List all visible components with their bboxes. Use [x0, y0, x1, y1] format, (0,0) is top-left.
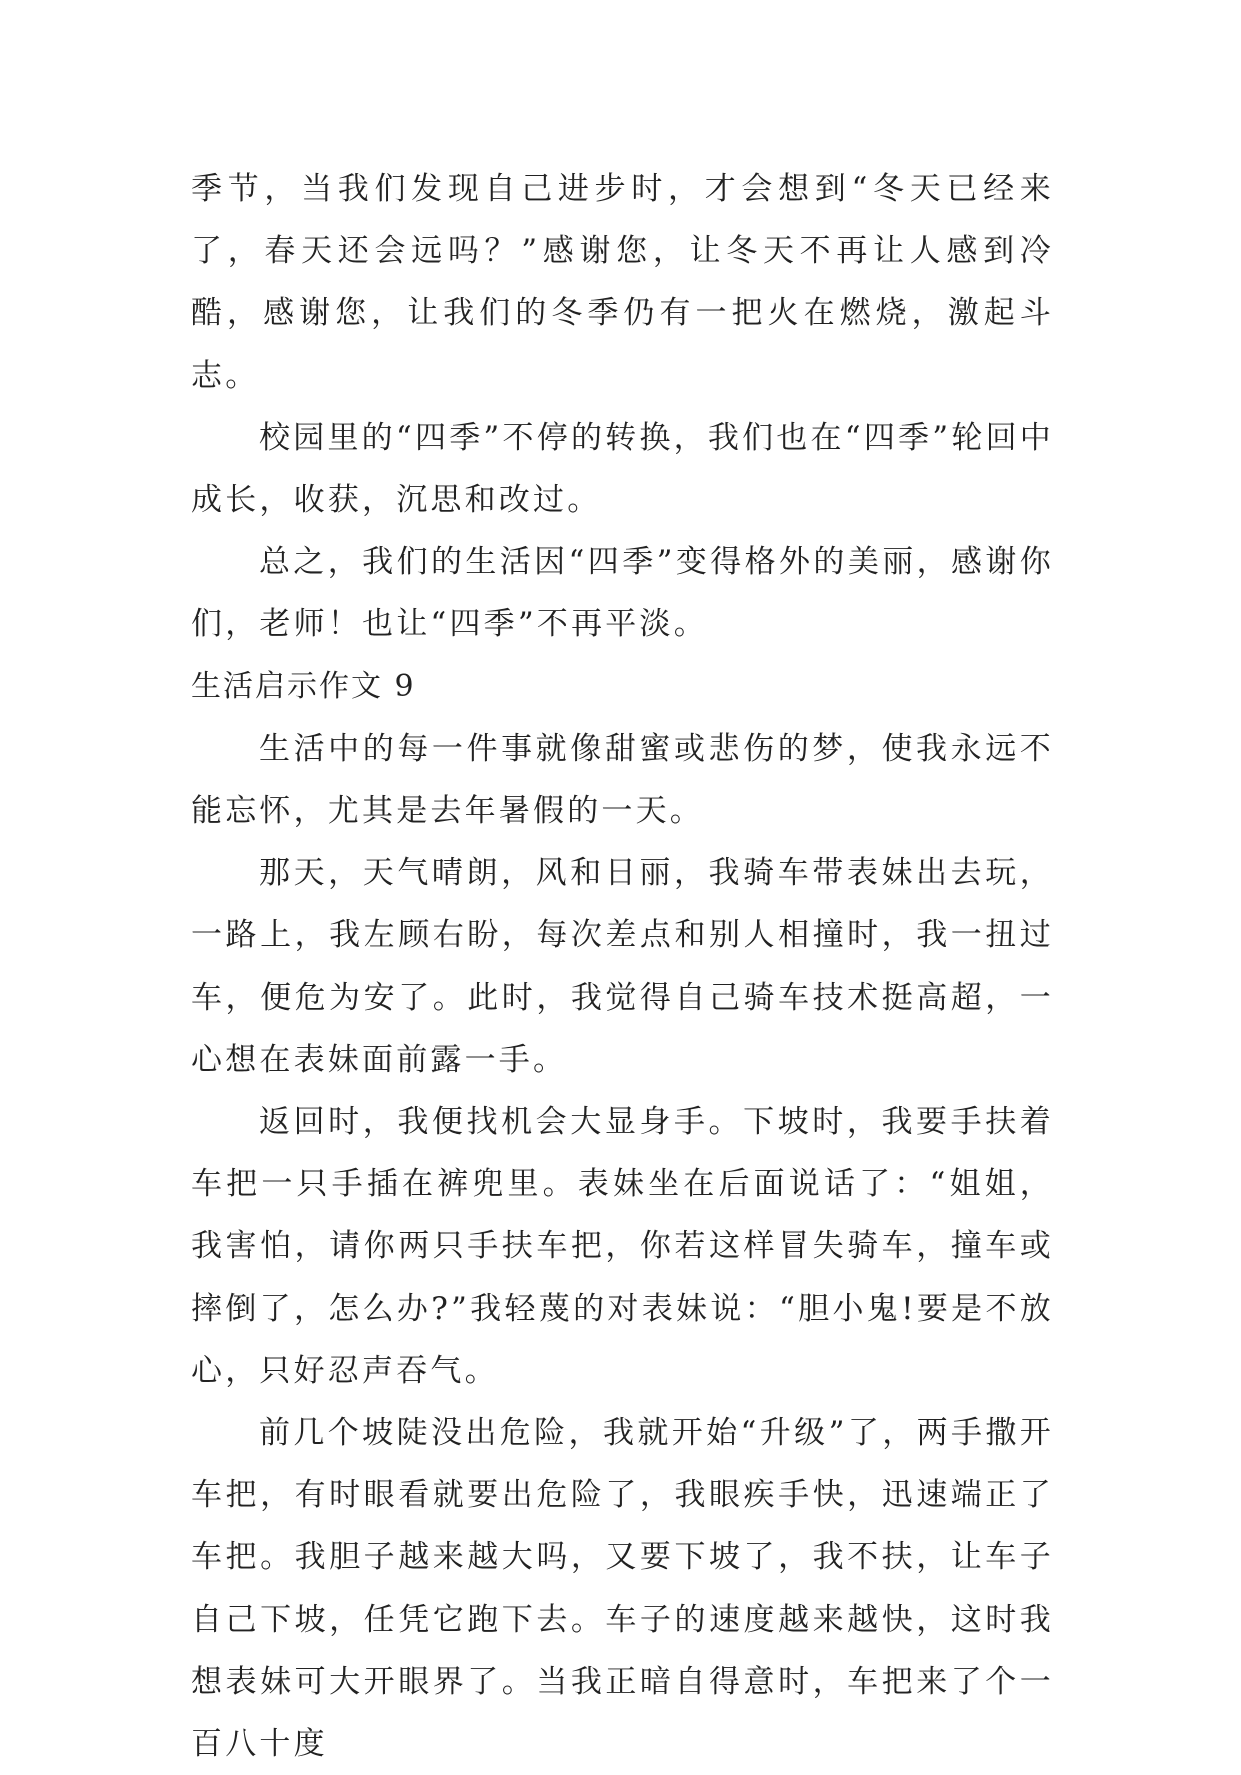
paragraph: 总之，我们的生活因“四季”变得格外的美丽，感谢你们，老师！也让“四季”不再平淡。: [191, 544, 1054, 643]
paragraph: 前几个坡陡没出危险，我就开始“升级”了，两手撒开车把，有时眼看就要出危险了，我眼疾手快，迅速端正了车把。我胆子越来越大吗，又要下坡了，我不扶，让车子自己下坡，任凭它跑下去。车子的速度越来越快，这时我想表妹可大开眼界了。当我正暗自得意时，车把来了个一百八十度: [191, 1415, 1054, 1763]
paragraph: 那天，天气晴朗，风和日丽，我骑车带表妹出去玩，一路上，我左顾右盼，每次差点和别人相撞时，我一扭过车，便危为安了。此时，我觉得自己骑车技术挺高超，一心想在表妹面前露一手。: [191, 855, 1054, 1078]
paragraph: 季节，当我们发现自己进步时，才会想到“冬天已经来了，春天还会远吗？”感谢您，让冬天不再让人感到冷酷，感谢您，让我们的冬季仍有一把火在燃烧，激起斗志。: [191, 171, 1054, 394]
paragraph: 校园里的“四季”不停的转换，我们也在“四季”轮回中成长，收获，沉思和改过。: [191, 419, 1054, 519]
paragraph: 返回时，我便找机会大显身手。下坡时，我要手扶着车把一只手插在裤兜里。表妹坐在后面说话了：“姐姐，我害怕，请你两只手扶车把，你若这样冒失骑车，撞车或摔倒了，怎么办?”我轻蔑的对表妹说：“胆小鬼!要是不放心，只好忍声吞气。: [191, 1104, 1054, 1389]
document-body: [191, 158, 1054, 1775]
section-title: 生活启示作文 9: [191, 668, 416, 704]
paragraph: 生活中的每一件事就像甜蜜或悲伤的梦，使我永远不能忘怀，尤其是去年暑假的一天。: [191, 730, 1054, 830]
